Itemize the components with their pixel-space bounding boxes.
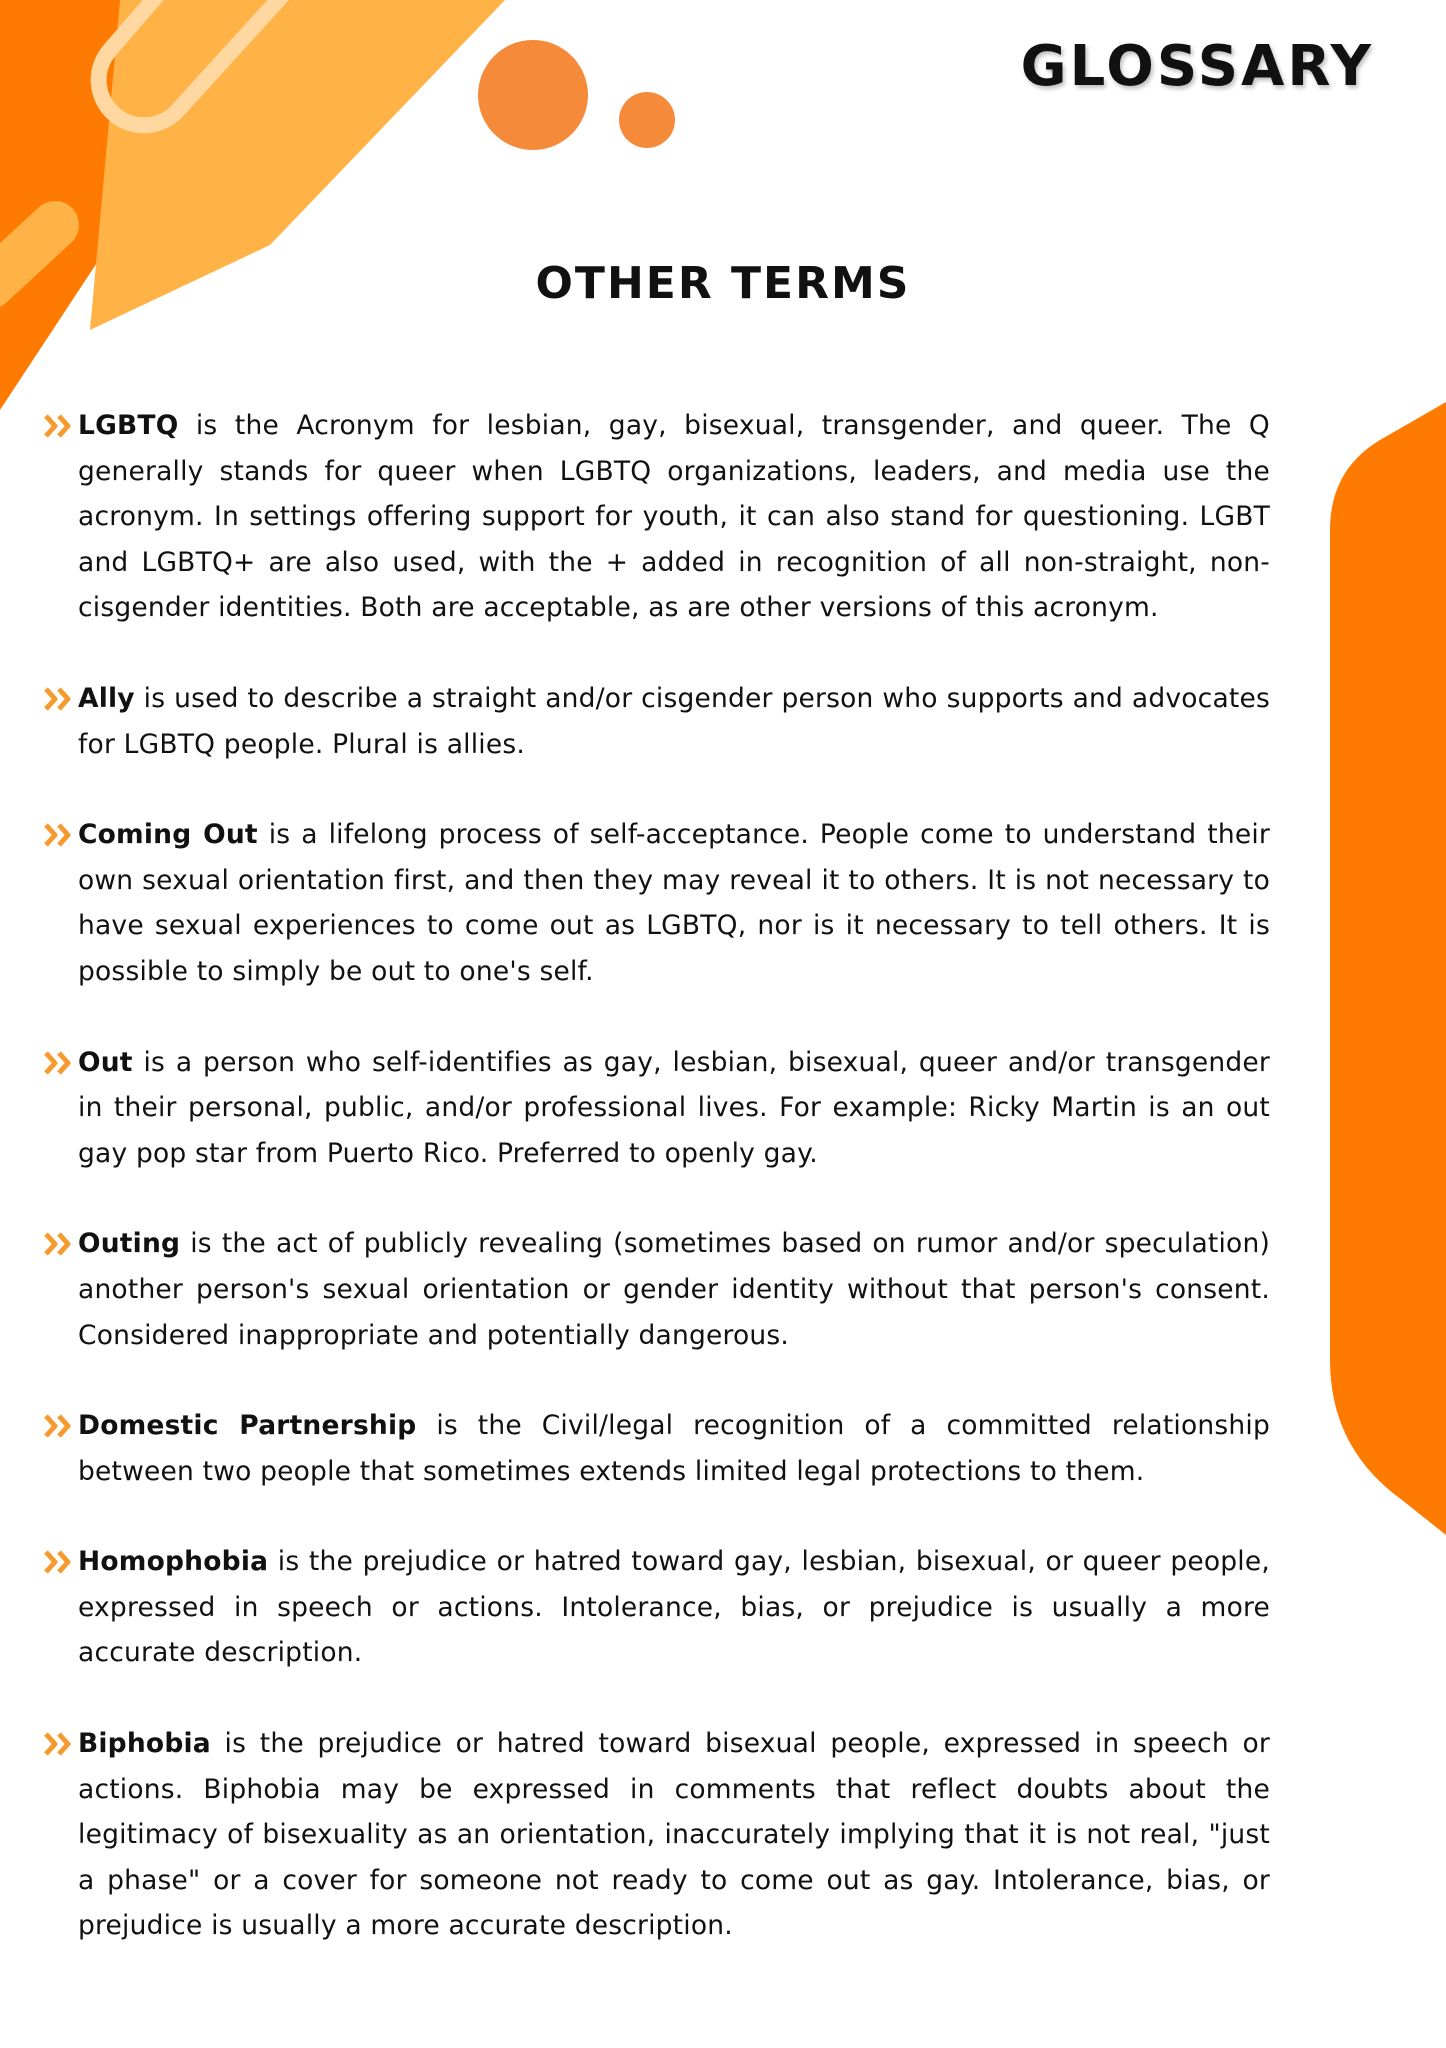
term-word: Domestic Partnership [78,1410,417,1442]
section-title: OTHER TERMS [535,258,911,309]
double-chevron-right-icon [44,1051,74,1075]
double-chevron-right-icon [44,823,74,847]
term-outing [44,1221,1270,1358]
term-word: Out [78,1046,133,1078]
term-word: Biphobia [78,1728,211,1760]
term-definition: is a person who self-identifies as gay, lesbian, bisexual, queer and/or transgender in their personal, public, and/or professional lives. For example: Ricky Martin is an out gay pop star from Puerto Rico. Preferred to openly gay. [78,1046,1270,1169]
term-word: Outing [78,1228,181,1260]
double-chevron-right-icon [44,414,74,438]
term-word: Ally [78,682,135,714]
term-definition: is the Acronym for lesbian, gay, bisexual, transgender, and queer. The Q generally stands for queer when LGBTQ organizations, leaders, and media use the acronym. In settings offering support for youth, it can also stand for questioning. LGBT and LGBTQ+ are also used, with the + added in recognition of all non-straight, non-cisgender identities. Both are acceptable, as are other versions of this acronym. [78,410,1270,624]
term-biphobia [44,1721,1270,1949]
term-domestic-partnership [44,1403,1270,1494]
term-definition: is the prejudice or hatred toward gay, lesbian, bisexual, or queer people, expressed in speech or actions. Intolerance, bias, or prejudice is usually a more accurate description. [78,1546,1270,1669]
term-definition: is the act of publicly revealing (sometimes based on rumor and/or speculation) another person's sexual orientation or gender identity without that person's consent. Considered inappropriate and potentially dangerous. [78,1228,1270,1351]
term-lgbtq [44,403,1270,631]
term-ally [44,676,1270,767]
small-circle [619,92,675,148]
terms-list [44,403,1270,1949]
term-coming-out [44,812,1270,994]
term-word: Homophobia [78,1546,269,1578]
double-chevron-right-icon [44,1732,74,1756]
right-side-shape [1330,402,1446,1535]
term-out [44,1040,1270,1177]
term-word: Coming Out [78,819,258,851]
term-definition: is the prejudice or hatred toward bisexual people, expressed in speech or actions. Biphobia may be expressed in comments that reflect doubts about the legitimacy of bisexuality as an orientation, inaccurately implying that it is not real, "just a phase" or a cover for someone not ready to come out as gay. Intolerance, bias, or prejudice is usually a more accurate description. [78,1728,1270,1942]
term-word: LGBTQ [78,410,179,441]
double-chevron-right-icon [44,1232,74,1256]
term-definition: is a lifelong process of self-acceptance. People come to understand their own sexual orientation first, and then they may reveal it to others. It is not necessary to have sexual experiences to come out as LGBTQ, nor is it necessary to tell others. It is possible to simply be out to one's self. [78,819,1270,987]
term-definition: is the Civil/legal recognition of a committed relationship between two people that sometimes extends limited legal protections to them. [78,1410,1270,1487]
page-title: GLOSSARY [1020,34,1374,99]
term-homophobia [44,1539,1270,1676]
large-circle [478,40,588,150]
term-definition: is used to describe a straight and/or cisgender person who supports and advocates for LGBTQ people. Plural is allies. [78,682,1270,760]
double-chevron-right-icon [44,1414,74,1438]
double-chevron-right-icon [44,687,74,711]
double-chevron-right-icon [44,1550,74,1574]
